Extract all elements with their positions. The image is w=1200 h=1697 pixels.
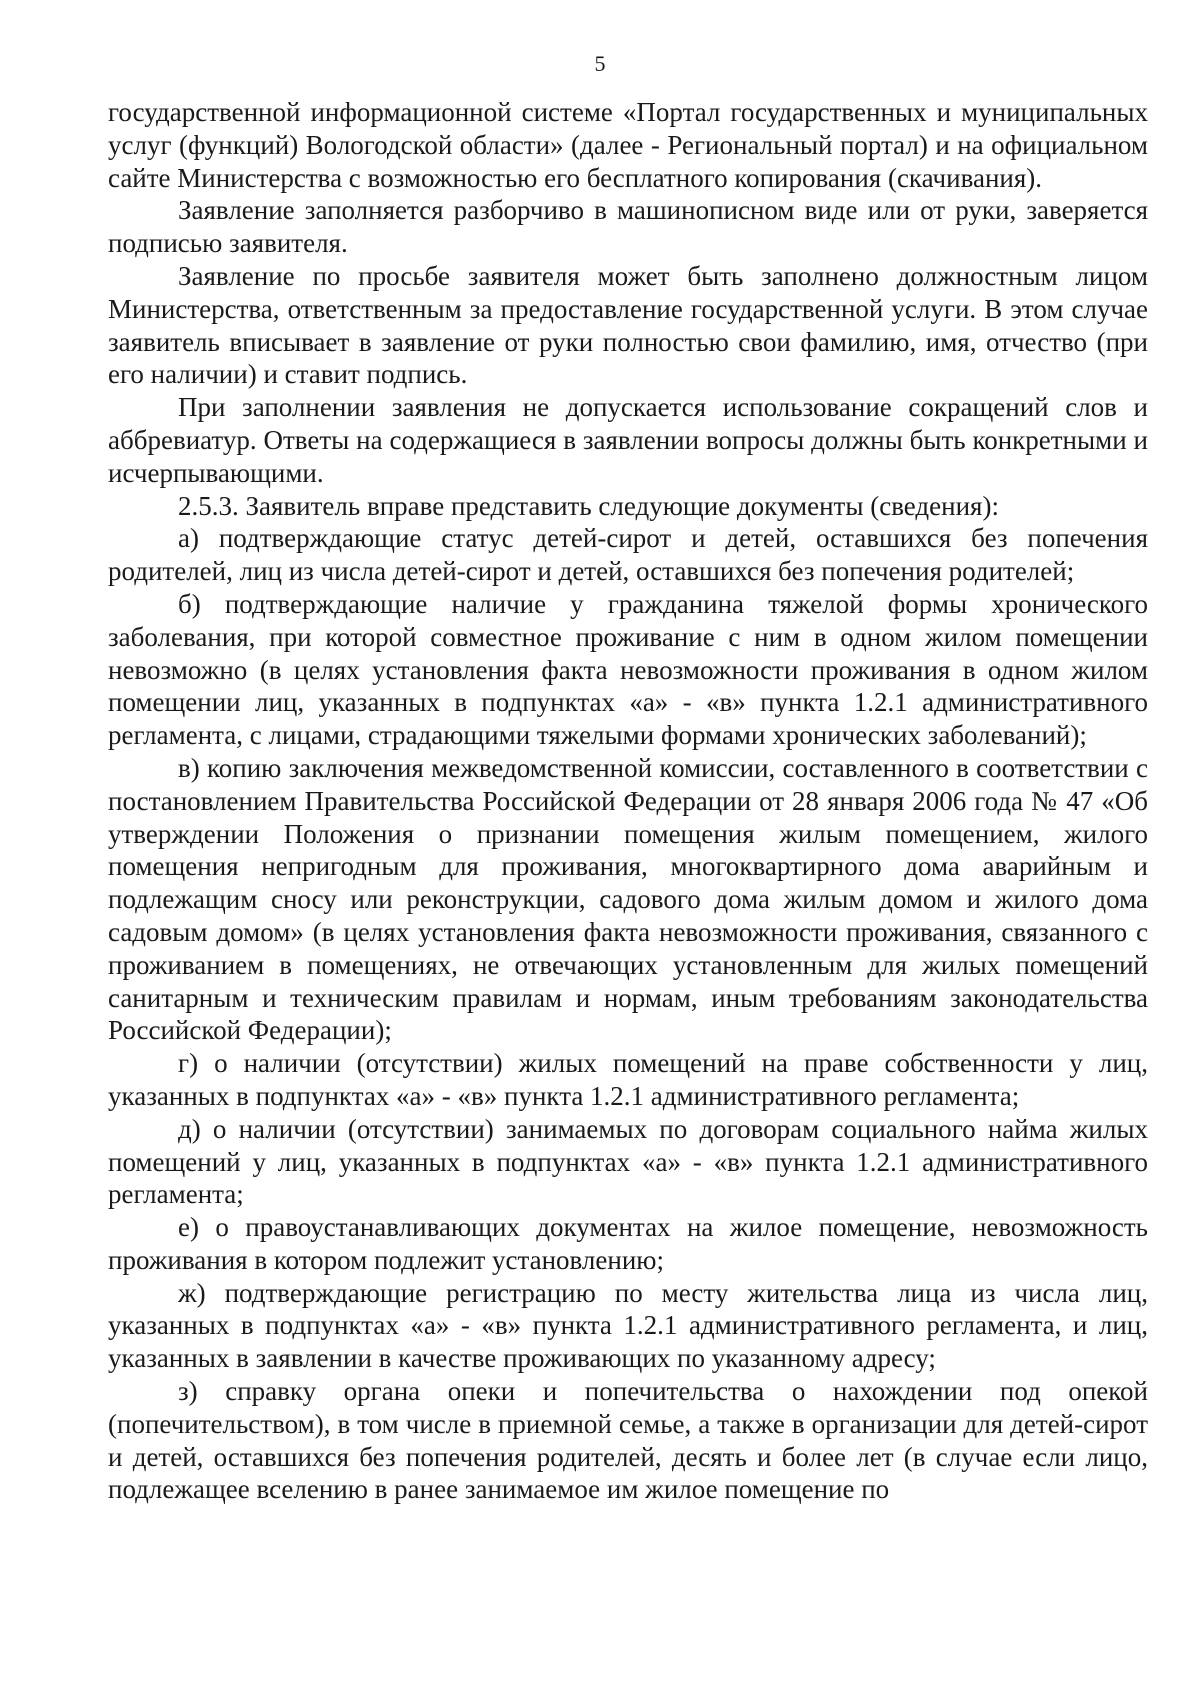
list-item-zh: ж) подтверждающие регистрацию по месту жительства лица из числа лиц, указанных в подпунктах «а» - «в» пункта 1.2.1 административного регламента, и лиц, указанных в заявлении в качестве проживающих по указанному адресу; [108, 1277, 1148, 1374]
list-item-z: з) справку органа опеки и попечительства о нахождении под опекой (попечительством), в том числе в приемной семье, а также в организации для детей-сирот и детей, оставшихся без попечения родителей, десять и более лет (в случае если лицо, подлежащее вселению в ранее занимаемое им жилое помещение по [108, 1376, 1148, 1505]
paragraph-official-filling: Заявление по просьбе заявителя может быть заполнено должностным лицом Министерства, ответственным за предоставление государственной услуги. В этом случае заявитель вписывает в заявление от руки полностью свои фамилию, имя, отчество (при его наличии) и ставит подпись. [108, 260, 1148, 390]
paragraph-section-2-5-3: 2.5.3. Заявитель вправе представить следующие документы (сведения): [178, 490, 999, 521]
list-item-a: а) подтверждающие статус детей-сирот и детей, оставшихся без попечения родителей, лиц из числа детей-сирот и детей, оставшихся без попечения родителей; [108, 523, 1148, 587]
paragraph-continuation: государственной информационной системе «Портал государственных и муниципальных услуг (функций) Вологодской области» (далее - Региональный портал) и на официальном сайте Министерства с возможностью его бесплатного копирования (скачивания). [108, 97, 1148, 193]
list-item-b: б) подтверждающие наличие у гражданина тяжелой формы хронического заболевания, при которой совместное проживание с ним в одном жилом помещении невозможно (в целях установления факта невозможности проживания в одном жилом помещении лиц, указанных в подпунктах «а» - «в» пункта 1.2.1 административного регламента, с лицами, страдающими тяжелыми формами хронических заболеваний); [108, 588, 1148, 751]
paragraph-no-abbreviations: При заполнении заявления не допускается использование сокращений слов и аббревиатур. Ответы на содержащиеся в заявлении вопросы должны быть конкретными и исчерпывающими. [108, 392, 1148, 488]
document-body [108, 96, 1148, 1506]
page-number: 5 [594, 51, 606, 76]
list-item-v: в) копию заключения межведомственной комиссии, составленного в соответствии с постановлением Правительства Российской Федерации от 28 января 2006 года № 47 «Об утверждении Положения о признании помещения жилым помещением, жилого помещения непригодным для проживания, многоквартирного дома аварийным и подлежащим сносу или реконструкции, садового дома жилым домом и жилого дома садовым домом» (в целях установления факта невозможности проживания, связанного с проживанием в помещениях, не отвечающих установленным для жилых помещений санитарным и техническим правилам и нормам, иным требованиям законодательства Российской Федерации); [108, 752, 1148, 1046]
list-item-e: е) о правоустанавливающих документах на жилое помещение, невозможность проживания в котором подлежит установлению; [108, 1212, 1148, 1275]
list-item-d: д) о наличии (отсутствии) занимаемых по договорам социального найма жилых помещений у лиц, указанных в подпунктах «а» - «в» пункта 1.2.1 административного регламента; [108, 1113, 1148, 1210]
paragraph-application-filling: Заявление заполняется разборчиво в машинописном виде или от руки, заверяется подписью заявителя. [108, 195, 1148, 259]
list-item-g: г) о наличии (отсутствии) жилых помещений на праве собственности у лиц, указанных в подпунктах «а» - «в» пункта 1.2.1 административного регламента; [108, 1048, 1148, 1111]
